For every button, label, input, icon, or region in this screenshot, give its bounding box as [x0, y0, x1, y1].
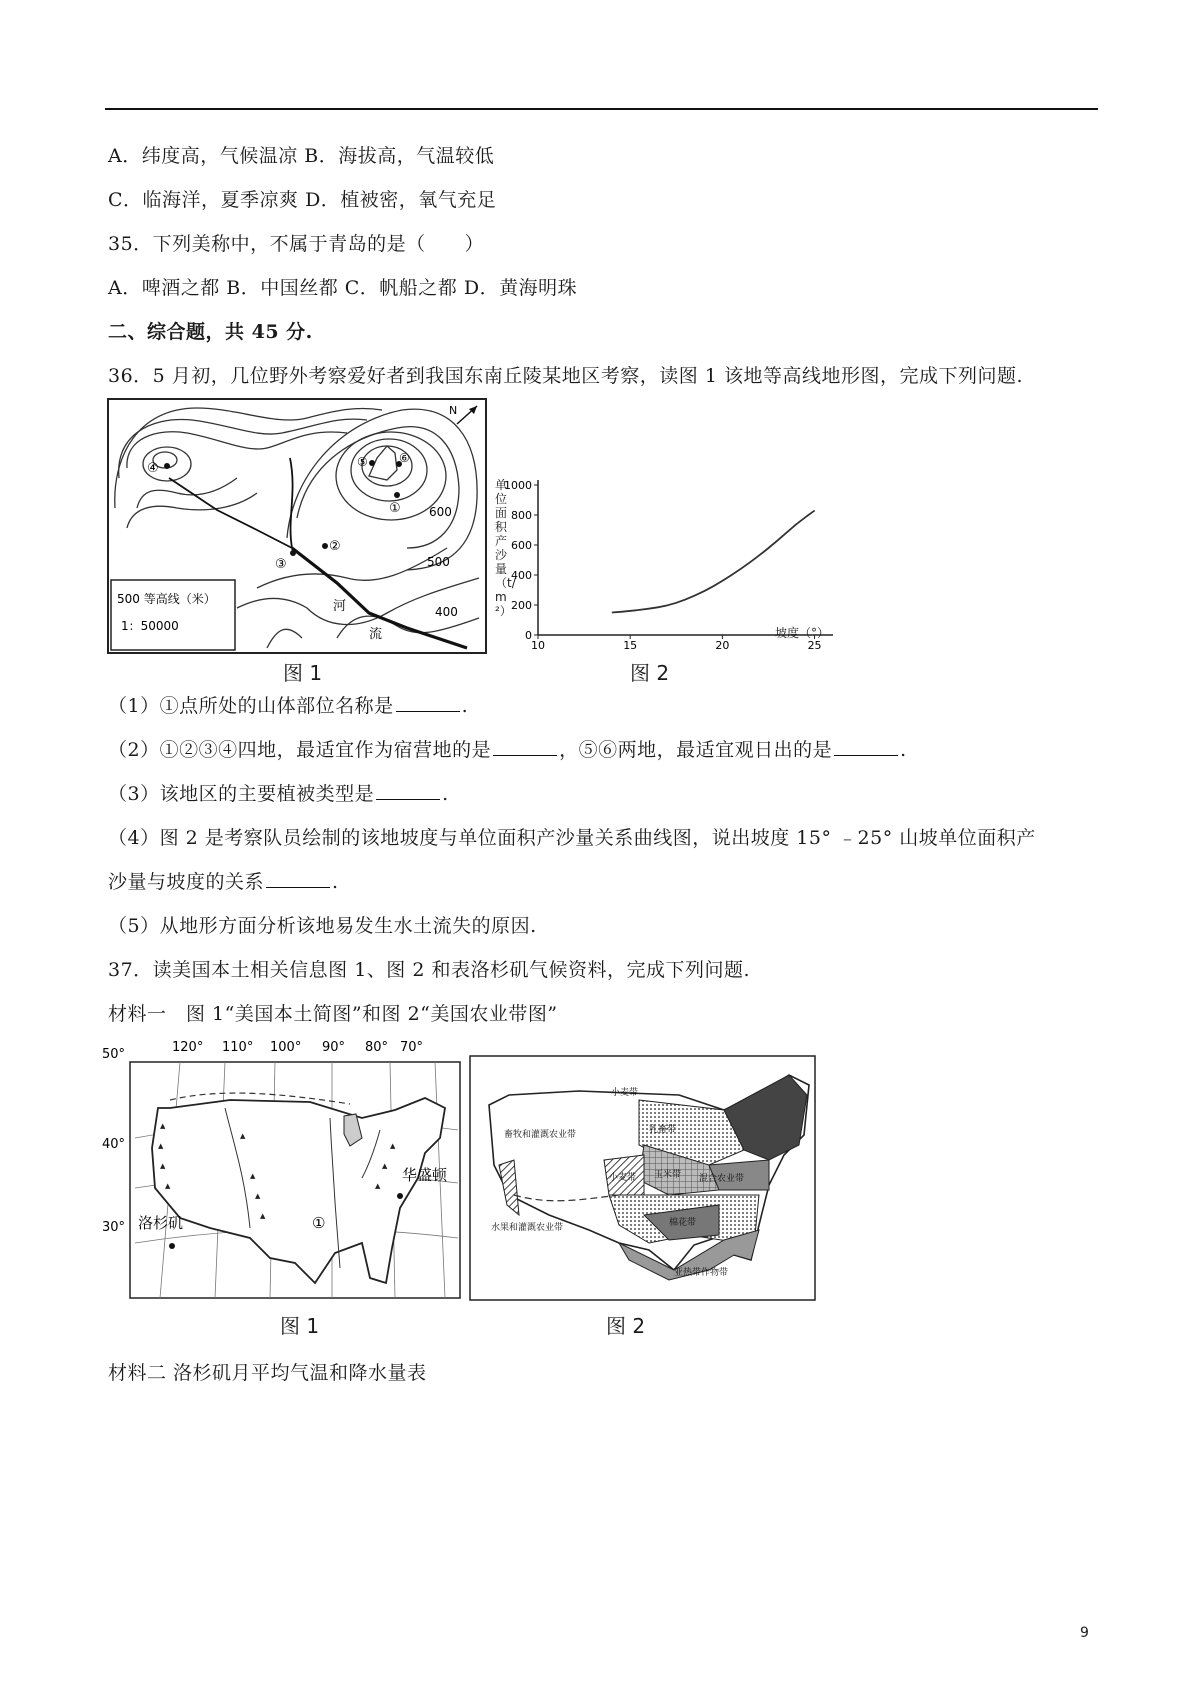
- x-tick-label: 25: [807, 639, 822, 650]
- answer-blank[interactable]: [834, 737, 898, 756]
- q36-part4-end: .: [332, 871, 339, 893]
- q36-part1-text: （1）①点所处的山体部位名称是: [108, 695, 394, 717]
- q37-material1: 材料一 图 1“美国本土简图”和图 2“美国农业带图”: [108, 1003, 558, 1025]
- q36-slope-chart: [493, 470, 843, 650]
- lat-label-40: 40°: [102, 1137, 126, 1152]
- contour-label-400: 400: [435, 605, 458, 619]
- legend-scale: 1：50000: [121, 619, 179, 633]
- lon-label-100: 100°: [270, 1040, 302, 1055]
- q37-stem: 37．读美国本土相关信息图 1、图 2 和表洛杉矶气候资料，完成下列问题.: [108, 959, 751, 981]
- q36-part1-end: .: [461, 695, 469, 717]
- y-tick-label: 800: [511, 509, 532, 522]
- lon-label-70: 70°: [400, 1040, 424, 1055]
- city-label-la: 洛杉矶: [138, 1214, 184, 1232]
- q36-part4-text: 沙量与坡度的关系: [108, 871, 265, 893]
- x-tick-label: 10: [531, 639, 545, 650]
- marker-6: ⑥: [399, 451, 410, 465]
- svg-text:▲: ▲: [165, 1182, 171, 1190]
- marker-5: ⑤: [357, 455, 368, 469]
- q36-part3: [108, 781, 449, 807]
- answer-blank[interactable]: [396, 693, 460, 712]
- zone-label-wheat-2: 小麦带: [609, 1173, 637, 1183]
- lon-label-120: 120°: [172, 1040, 204, 1055]
- zone-label-corn: 玉米带: [654, 1170, 682, 1180]
- x-tick-label: 15: [623, 639, 638, 650]
- q36-stem: 36．5 月初，几位野外考察爱好者到我国东南丘陵某地区考察，读图 1 该地等高线地形图，完成下列问题.: [108, 365, 1024, 387]
- svg-text:▲: ▲: [382, 1162, 388, 1170]
- page-number: 9: [1080, 1625, 1089, 1641]
- answer-blank[interactable]: [266, 869, 330, 888]
- lat-label-50: 50°: [102, 1047, 126, 1062]
- map-marker-1: ①: [312, 1214, 326, 1232]
- lon-label-110: 110°: [222, 1040, 254, 1055]
- chart-xlabel: 坡度（°）: [775, 626, 830, 640]
- q36-part5: （5）从地形方面分析该地易发生水土流失的原因.: [108, 915, 537, 937]
- q36-part4-line2: [108, 869, 339, 895]
- q36-part2-text: （2）①②③④四地，最适宜作为宿营地的是: [108, 739, 492, 761]
- q36-part3-end: .: [442, 783, 449, 805]
- y-tick-label: 400: [511, 569, 532, 582]
- lon-label-80: 80°: [365, 1040, 389, 1055]
- us-agriculture-map: [469, 1055, 819, 1301]
- svg-text:▲: ▲: [160, 1162, 166, 1170]
- q36-part4-line1: （4）图 2 是考察队员绘制的该地坡度与单位面积产沙量关系曲线图，说出坡度 15° ﹣25° 山坡单位面积产: [108, 827, 1036, 849]
- svg-text:▲: ▲: [375, 1182, 381, 1190]
- answer-blank[interactable]: [376, 781, 440, 800]
- marker-3: ③: [275, 557, 287, 572]
- svg-text:▲: ▲: [260, 1212, 266, 1220]
- fig2-caption: 图 2: [630, 661, 670, 685]
- zone-label-ranching: 畜牧和灌溉农业带: [504, 1130, 577, 1140]
- lat-label-30: 30°: [102, 1220, 126, 1235]
- q36-part2-mid: ，⑤⑥两地，最适宜观日出的是: [559, 739, 833, 761]
- river-label-2: 流: [369, 627, 383, 642]
- q36-part2: [108, 737, 907, 763]
- city-label-dc: 华盛顿: [402, 1166, 448, 1184]
- svg-text:▲: ▲: [390, 1142, 396, 1150]
- marker-1: ①: [389, 501, 401, 516]
- x-tick-label: 20: [715, 639, 730, 650]
- fig1-caption: 图 1: [283, 661, 323, 685]
- q34-options-line1: A．纬度高，气候温凉 B．海拔高，气温较低: [108, 145, 495, 167]
- zone-label-subtropical: 亚热带作物带: [674, 1268, 729, 1278]
- q36-part3-text: （3）该地区的主要植被类型是: [108, 783, 375, 805]
- contour-label-600: 600: [429, 505, 452, 519]
- y-tick-label: 0: [525, 629, 532, 642]
- q36-contour-map: [107, 398, 487, 656]
- q36-part2-end: .: [900, 739, 907, 761]
- q35-stem: 35．下列美称中，不属于青岛的是（ ）: [108, 233, 485, 255]
- marker-4: ④: [147, 461, 159, 476]
- legend-contour: 500 等高线（米）: [117, 592, 216, 606]
- svg-text:▲: ▲: [240, 1132, 246, 1140]
- us-outline-map: [100, 1038, 465, 1300]
- river-label-1: 河: [333, 599, 347, 614]
- svg-text:▲: ▲: [160, 1122, 166, 1130]
- zone-label-cotton: 棉花带: [669, 1218, 697, 1228]
- y-tick-label: 600: [511, 539, 532, 552]
- map2-caption: 图 2: [606, 1314, 646, 1338]
- lon-label-90: 90°: [322, 1040, 346, 1055]
- q36-part1: [108, 693, 468, 719]
- chart-series-line: [612, 511, 815, 613]
- zone-label-wheat-1: 小麦带: [611, 1088, 639, 1098]
- q35-options: A．啤酒之都 B．中国丝都 C．帆船之都 D．黄海明珠: [108, 277, 578, 299]
- q34-options-line2: C．临海洋，夏季凉爽 D．植被密，氧气充足: [108, 189, 497, 211]
- header-rule: [105, 108, 1098, 110]
- answer-blank[interactable]: [493, 737, 557, 756]
- map1-caption: 图 1: [280, 1314, 320, 1338]
- svg-text:▲: ▲: [158, 1142, 164, 1150]
- zone-label-fruit: 水果和灌溉农业带: [491, 1223, 564, 1233]
- chart-ylabel: 单位面积产沙量（t/m²）: [495, 478, 516, 618]
- zone-label-mixed: 混合农业带: [699, 1174, 745, 1184]
- y-tick-label: 1000: [504, 479, 532, 492]
- q37-material2: 材料二 洛杉矶月平均气温和降水量表: [108, 1362, 427, 1384]
- svg-text:▲: ▲: [255, 1192, 261, 1200]
- zone-label-dairy-1: 乳畜带: [649, 1125, 677, 1135]
- svg-text:▲: ▲: [250, 1172, 256, 1180]
- y-tick-label: 200: [511, 599, 532, 612]
- marker-2: ②: [329, 539, 341, 554]
- contour-label-500: 500: [427, 555, 450, 569]
- north-label: N: [449, 404, 458, 417]
- section-2-heading: 二、综合题，共 45 分.: [108, 321, 313, 343]
